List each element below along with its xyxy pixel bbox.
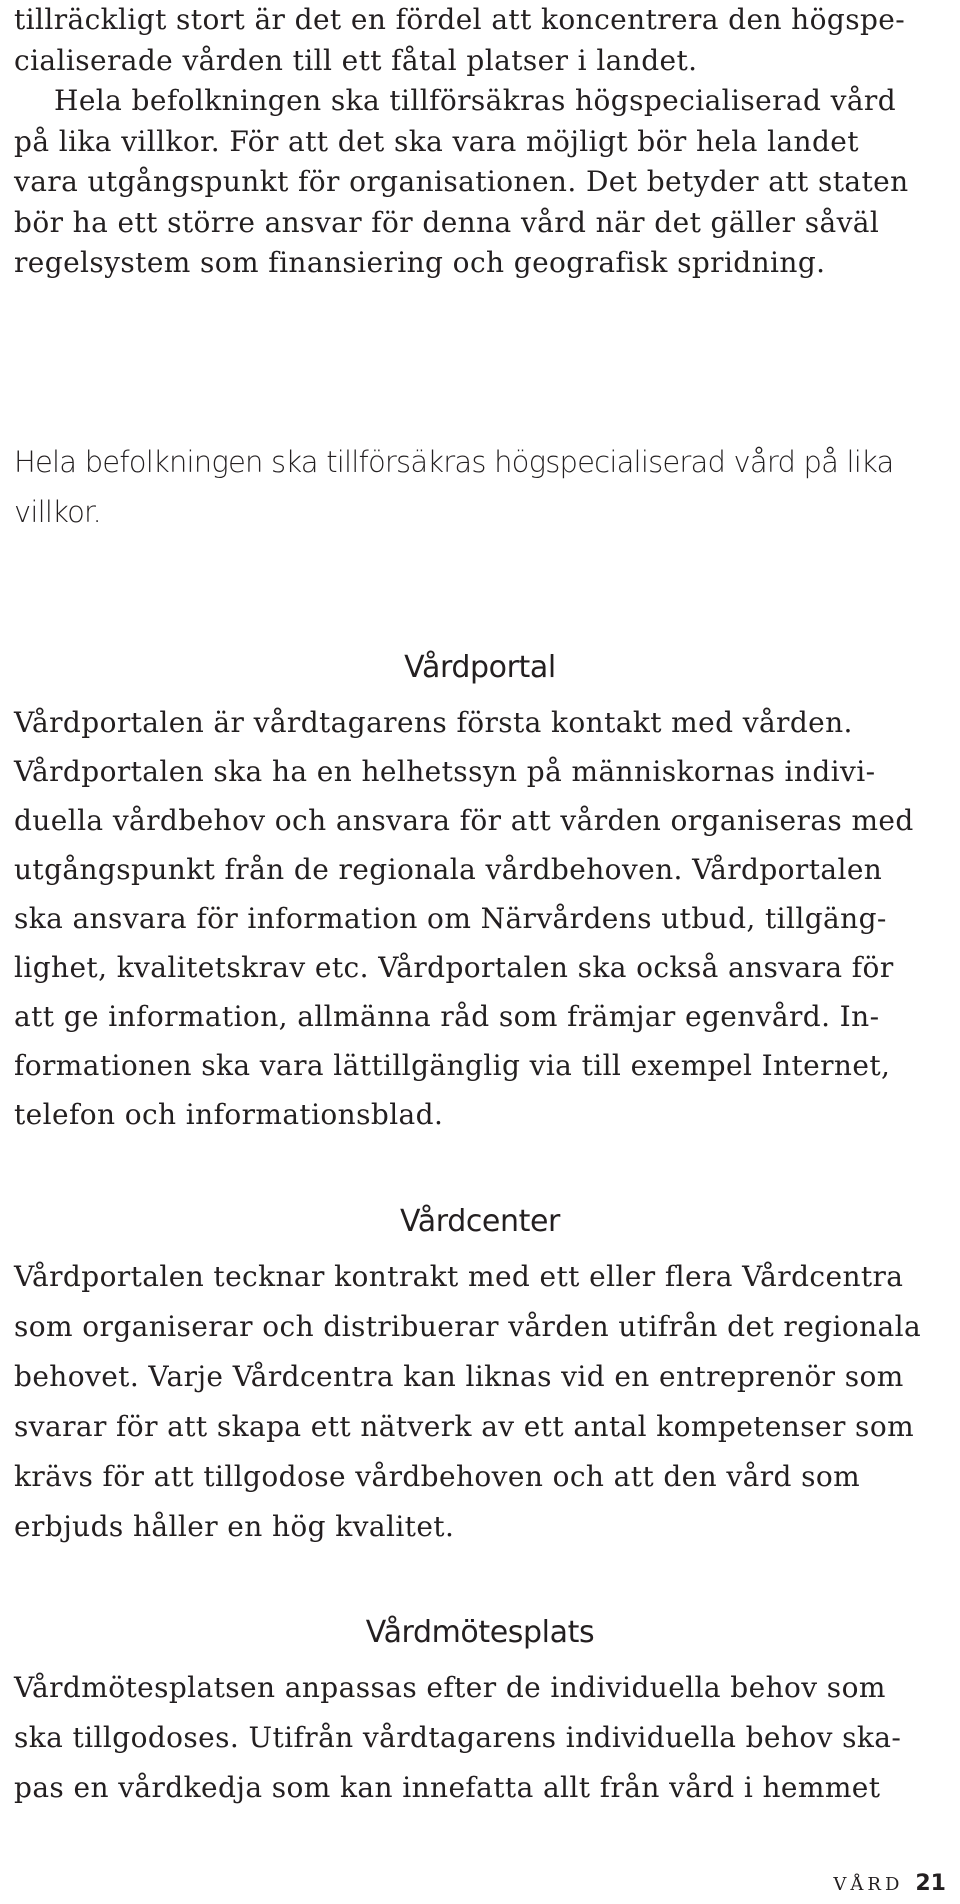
running-footer-section: VÅRD xyxy=(833,1874,904,1895)
body-line: ska tillgodoses. Utifrån vårdtagarens individuella behov ska- xyxy=(14,1721,902,1754)
section-heading: Vårdcenter xyxy=(400,1204,560,1239)
body-line: telefon och informationsblad. xyxy=(14,1098,444,1131)
body-line: Vårdportalen är vårdtagarens första kontakt med vården. xyxy=(14,706,853,739)
page-number: 21 xyxy=(915,1871,946,1896)
body-line: tillräckligt stort är det en fördel att koncentrera den högspe- xyxy=(14,3,906,36)
body-line: ska ansvara för information om Närvårdens utbud, tillgäng- xyxy=(14,902,887,935)
body-line: bör ha ett större ansvar för denna vård när det gäller såväl xyxy=(14,206,880,239)
body-line: Hela befolkningen ska tillförsäkras högspecialiserad vård xyxy=(54,84,897,117)
body-line: att ge information, allmänna råd som främjar egenvård. In- xyxy=(14,1000,880,1033)
body-line: vara utgångspunkt för organisationen. Det betyder att staten xyxy=(14,165,909,198)
section-heading: Vårdmötesplats xyxy=(365,1615,595,1650)
body-line: erbjuds håller en hög kvalitet. xyxy=(14,1510,455,1543)
body-line: pas en vårdkedja som kan innefatta allt från vård i hemmet xyxy=(14,1771,881,1804)
body-line: regelsystem som finansiering och geografisk spridning. xyxy=(14,246,826,279)
body-line: duella vårdbehov och ansvara för att vården organiseras med xyxy=(14,804,914,837)
body-line: Vårdmötesplatsen anpassas efter de individuella behov som xyxy=(14,1671,886,1704)
body-line: Vårdportalen tecknar kontrakt med ett eller flera Vårdcentra xyxy=(14,1260,904,1293)
body-line: som organiserar och distribuerar vården utifrån det regionala xyxy=(14,1310,922,1343)
pull-quote-line: Hela befolkningen ska tillförsäkras högspecialiserad vård på lika xyxy=(14,445,894,479)
body-line: på lika villkor. För att det ska vara möjligt bör hela landet xyxy=(14,125,859,158)
body-line: behovet. Varje Vårdcentra kan liknas vid en entreprenör som xyxy=(14,1360,904,1393)
body-line: lighet, kvalitetskrav etc. Vårdportalen ska också ansvara för xyxy=(14,951,894,984)
section-heading: Vårdportal xyxy=(404,650,556,685)
body-line: formationen ska vara lättillgänglig via till exempel Internet, xyxy=(14,1049,891,1082)
pull-quote-line: villkor. xyxy=(14,495,101,529)
body-line: cialiserade vården till ett fåtal platser i landet. xyxy=(14,44,698,77)
body-line: svarar för att skapa ett nätverk av ett antal kompetenser som xyxy=(14,1410,915,1443)
body-line: krävs för att tillgodose vårdbehoven och att den vård som xyxy=(14,1460,861,1493)
page-footer xyxy=(833,1869,946,1899)
body-line: Vårdportalen ska ha en helhetssyn på människornas indivi- xyxy=(14,755,876,788)
body-line: utgångspunkt från de regionala vårdbehoven. Vårdportalen xyxy=(14,853,883,886)
